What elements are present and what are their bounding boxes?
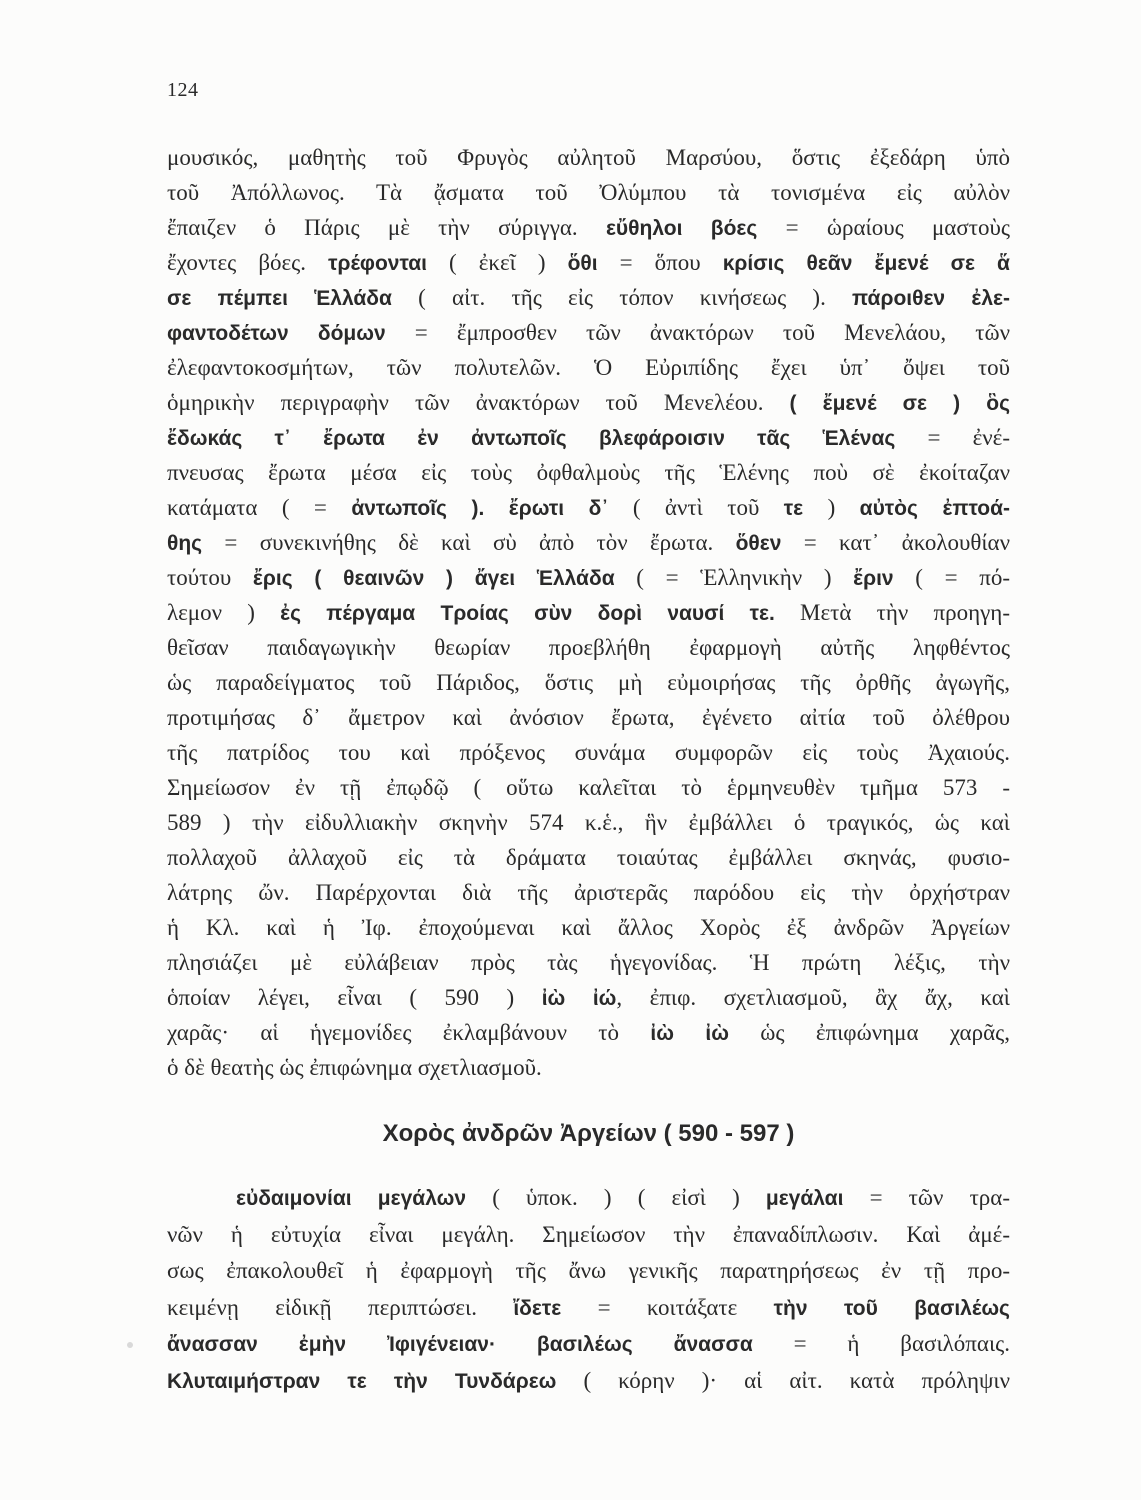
text-run: τοῦ Ἀπόλλωνος. Τὰ ᾄσματα τοῦ Ὀλύμπου τὰ τονισμένα εἰς αὐλὸν	[167, 180, 1010, 205]
text-run: ἡ Κλ. καὶ ἡ Ἰφ. ἐποχούμεναι καὶ ἄλλος Χορὸς ἐξ ἀνδρῶν Ἀργείων	[167, 915, 1010, 940]
text-line	[167, 350, 1010, 385]
text-line	[167, 1253, 1010, 1290]
text-line	[167, 1180, 1010, 1217]
body-text-section-1	[167, 140, 1010, 1085]
text-run: = ἐνέ-	[895, 425, 1010, 450]
text-run: = κατ᾽ ἀκολουθίαν	[781, 530, 1010, 555]
text-line	[167, 700, 1010, 735]
bold-term: ἀντωποῖς ). ἔρωτι δ᾽	[351, 497, 609, 520]
text-run: Μετὰ τὴν προηγη-	[774, 600, 1010, 625]
text-line	[167, 945, 1010, 980]
text-run: ( ὑποκ. ) ( εἰσὶ )	[466, 1185, 766, 1210]
bold-term: πάροιθεν ἐλε-	[852, 287, 1010, 310]
bold-term: τρέφονται	[328, 252, 427, 275]
bold-term: τε	[783, 497, 804, 520]
text-line	[167, 385, 1010, 420]
bold-term: ἰὼ ἰὼ	[650, 1022, 729, 1045]
text-run: θεῖσαν παιδαγωγικὴν θεωρίαν προεβλήθη ἐφαρμογὴ αὐτῆς ληφθέντος	[167, 635, 1010, 660]
bold-term: κρίσις θεᾶν ἔμενέ σε ἅ	[722, 252, 1010, 275]
text-line	[167, 210, 1010, 245]
text-line	[167, 1363, 1010, 1400]
text-run: χαρᾶς· αἱ ἡγεμονίδες ἐκλαμβάνουν τὸ	[167, 1020, 651, 1045]
text-run: τούτου	[167, 565, 253, 590]
text-run: τῆς πατρίδος του καὶ πρόξενος συνάμα συμφορῶν εἰς τοὺς Ἀχαιούς.	[167, 740, 1010, 765]
bold-term: ( ἔμενέ σε ) ὃς	[789, 392, 1010, 415]
scan-speck	[127, 1342, 133, 1348]
bold-term: Κλυταιμήστραν τε τὴν Τυνδάρεω	[167, 1369, 557, 1393]
section-heading: Χορὸς ἀνδρῶν Ἀργείων ( 590 - 597 )	[382, 1120, 795, 1147]
text-run: Σημείωσον ἐν τῇ ἐπῳδῷ ( οὕτω καλεῖται τὸ ἑρμηνευθὲν τμῆμα 573 -	[167, 775, 1010, 800]
text-run: προτιμήσας δ᾽ ἄμετρον καὶ ἀνόσιον ἔρωτα, ἐγένετο αἰτία τοῦ ὀλέθρου	[167, 705, 1010, 730]
body-text-section-2	[167, 1180, 1010, 1399]
text-run: ὡς παραδείγματος τοῦ Πάριδος, ὅστις μὴ εὐμοιρήσας τῆς ὀρθῆς ἀγωγῆς,	[167, 670, 1010, 695]
text-line	[167, 1290, 1010, 1327]
bold-term: φαντοδέτων δόμων	[167, 322, 386, 345]
text-run: = ὡραίους μαστοὺς	[757, 215, 1010, 240]
bold-term: ἐς πέργαμα Τροίας σὺν δορὶ ναυσί τε.	[280, 602, 775, 625]
text-line	[167, 175, 1010, 210]
bold-term: ἔρις ( θεαινῶν ) ἄγει Ἑλλάδα	[252, 567, 615, 590]
text-line	[167, 560, 1010, 595]
text-run: ( κόρην )· αἱ αἰτ. κατὰ πρόληψιν	[556, 1367, 1010, 1393]
text-line	[167, 140, 1010, 175]
text-run: ( ἀντὶ τοῦ	[608, 495, 784, 520]
text-run: κατάματα ( =	[167, 495, 352, 520]
text-run: πολλαχοῦ ἀλλαχοῦ εἰς τὰ δράματα τοιαύτας ἐμβάλλει σκηνάς, φυσιο-	[167, 845, 1010, 870]
text-run: = ἡ βασιλόπαις.	[752, 1331, 1010, 1356]
text-line	[167, 525, 1010, 560]
text-line	[167, 805, 1010, 840]
bold-term: ἄνασσαν ἐμὴν Ἰφιγένειαν· βασιλέως ἄνασσα	[167, 1333, 753, 1356]
page-number: 124	[167, 79, 199, 101]
text-run: ἐλεφαντοκοσμήτων, τῶν πολυτελῶν. Ὁ Εὐριπίδης ἔχει ὑπ᾽ ὄψει τοῦ	[167, 355, 1010, 380]
text-line	[167, 665, 1010, 700]
bold-term: ὅθι	[567, 252, 598, 275]
text-line	[167, 490, 1010, 525]
text-run: 589 ) τὴν εἰδυλλιακὴν σκηνὴν 574 κ.ἑ., ἣν ἐμβάλλει ὁ τραγικός, ὡς καὶ	[167, 810, 1010, 835]
bold-term: ἔριν	[853, 567, 894, 590]
bold-term: ἰὼ ἰώ	[541, 987, 617, 1010]
text-line	[167, 420, 1010, 455]
bold-term: ὅθεν	[735, 532, 782, 555]
bold-term: αὐτὸς ἐπτοά-	[859, 497, 1010, 520]
text-run: κειμένῃ εἰδικῇ περιπτώσει.	[167, 1294, 514, 1320]
text-line	[167, 595, 1010, 630]
text-run: = κοιτάξατε	[561, 1294, 774, 1320]
text-run: ὁποίαν λέγει, εἶναι ( 590 )	[167, 985, 542, 1010]
bold-term: σε πέμπει Ἑλλάδα	[167, 287, 392, 310]
bold-term: τὴν τοῦ βασιλέως	[773, 1296, 1010, 1320]
text-line	[167, 1015, 1010, 1050]
text-line	[167, 735, 1010, 770]
text-line	[167, 910, 1010, 945]
text-line	[167, 840, 1010, 875]
text-run: )	[803, 495, 860, 520]
text-run: = συνεκινήθης δὲ καὶ σὺ ἀπὸ τὸν ἔρωτα.	[202, 530, 736, 555]
text-line	[167, 980, 1010, 1015]
bold-term: θης	[167, 532, 203, 555]
text-line	[167, 455, 1010, 490]
bold-term: εὐδαιμονίαι μεγάλων	[236, 1187, 467, 1210]
text-run: λεμον )	[167, 600, 281, 625]
text-run: νῶν ἡ εὐτυχία εἶναι μεγάλη. Σημείωσον τὴν ἐπαναδίπλωσιν. Καὶ ἀμέ-	[167, 1221, 1010, 1247]
text-run: = ἔμπροσθεν τῶν ἀνακτόρων τοῦ Μενελάου, τῶν	[385, 320, 1010, 345]
text-run: ὁ δὲ θεατὴς ὡς ἐπιφώνημα σχετλιασμοῦ.	[167, 1055, 542, 1080]
text-run: ἔπαιζεν ὁ Πάρις μὲ τὴν σύριγγα.	[167, 215, 606, 240]
text-run: σως ἐπακολουθεῖ ἡ ἐφαρμογὴ τῆς ἄνω γενικῆς παρατηρήσεως ἐν τῇ προ-	[167, 1258, 1010, 1283]
text-line	[167, 280, 1010, 315]
bold-term: ἴδετε	[513, 1296, 562, 1320]
text-line	[167, 770, 1010, 805]
text-line	[167, 1326, 1010, 1363]
bold-term: μεγάλαι	[765, 1187, 844, 1210]
text-run: ὡς ἐπιφώνημα χαρᾶς,	[728, 1020, 1010, 1045]
text-run: ( = πό-	[893, 565, 1010, 590]
text-run: ὁμηρικὴν περιγραφὴν τῶν ἀνακτόρων τοῦ Μενελέου.	[167, 390, 790, 415]
text-run: ἔχοντες βόες.	[167, 250, 329, 275]
text-run: μουσικός, μαθητὴς τοῦ Φρυγὸς αὐλητοῦ Μαρσύου, ὅστις ἐξεδάρη ὑπὸ	[167, 145, 1010, 170]
text-line	[167, 245, 1010, 280]
text-run: ( ἐκεῖ )	[426, 250, 568, 275]
text-line	[167, 315, 1010, 350]
text-run: πνευσας ἔρωτα μέσα εἰς τοὺς ὀφθαλμοὺς τῆς Ἑλένης ποὺ σὲ ἐκοίταζαν	[167, 460, 1010, 485]
text-run: = ὅπου	[597, 250, 723, 275]
text-line	[167, 1050, 1010, 1085]
text-run: = τῶν τρα-	[843, 1185, 1010, 1210]
text-line	[167, 875, 1010, 910]
text-run: πλησιάζει μὲ εὐλάβειαν πρὸς τὰς ἡγεγονίδας. Ἡ πρώτη λέξις, τὴν	[167, 950, 1010, 975]
bold-term: ἔδωκάς τ᾽ ἔρωτα ἐν ἀντωποῖς βλεφάροισιν τᾶς Ἑλένας	[167, 427, 896, 450]
text-line	[167, 630, 1010, 665]
text-run: ( = Ἑλληνικὴν )	[614, 565, 854, 590]
text-run: , ἐπιφ. σχετλιασμοῦ, ἂχ ἄχ, καὶ	[616, 985, 1010, 1010]
bold-term: εὔθηλοι βόες	[605, 217, 758, 240]
text-run: λάτρης ὤν. Παρέρχονται διὰ τῆς ἀριστερᾶς παρόδου εἰς τὴν ὀρχήστραν	[167, 880, 1010, 905]
text-run: ( αἰτ. τῆς εἰς τόπον κινήσεως ).	[391, 285, 853, 310]
text-line	[167, 1217, 1010, 1254]
